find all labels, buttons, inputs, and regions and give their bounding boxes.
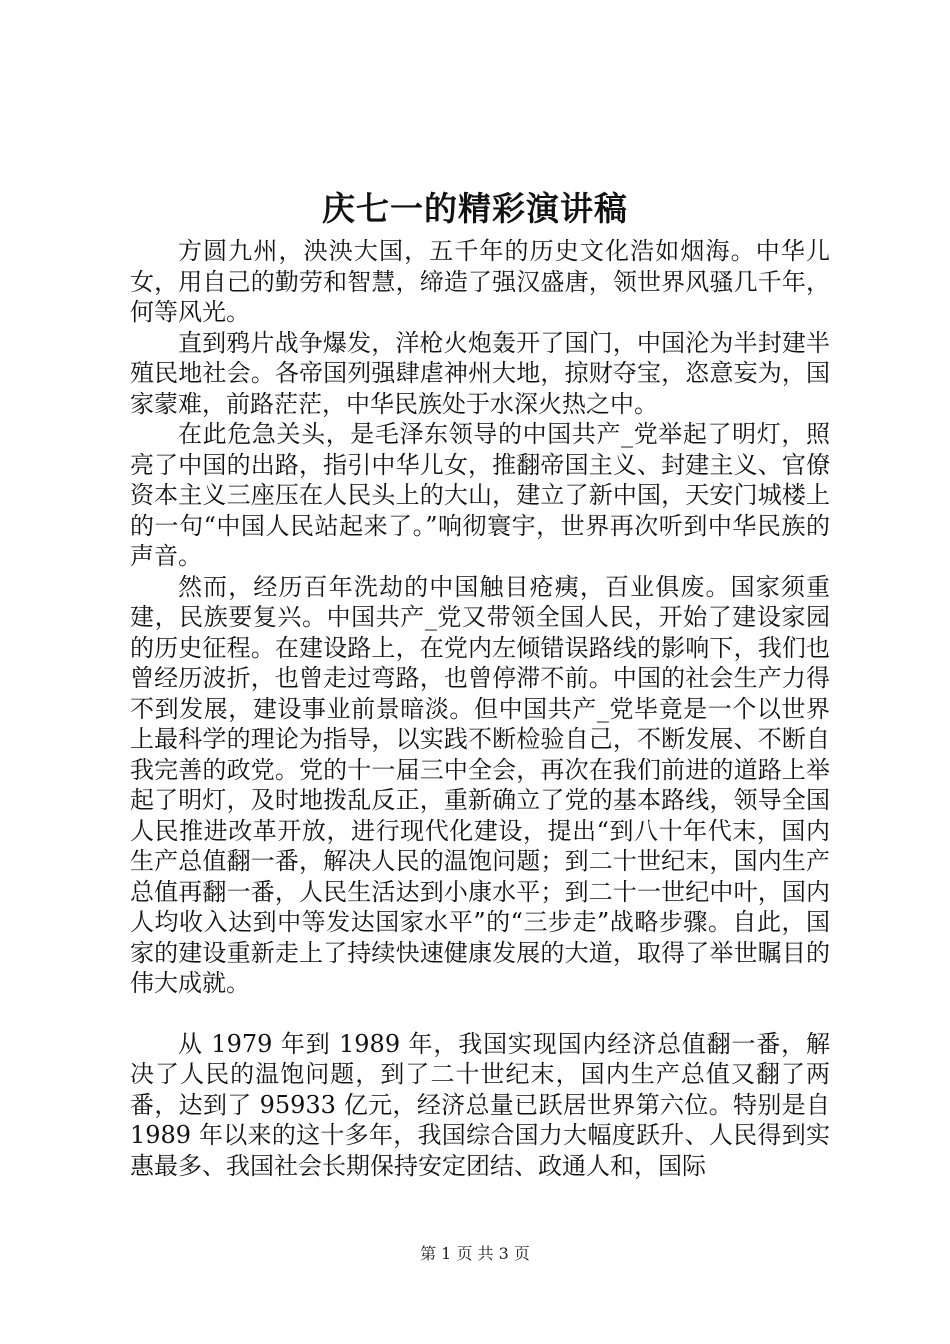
paragraph-2: 直到鸦片战争爆发，洋枪火炮轰开了国门，中国沦为半封建半殖民地社会。各帝国列强肆虐神州大地，掠财夺宝，恣意妄为，国家蒙难，前路茫茫，中华民族处于水深火热之中。 — [130, 328, 830, 418]
paragraph-5: 从 1979 年到 1989 年，我国实现国内经济总值翻一番，解决了人民的温饱问题，到了二十世纪末，国内生产总值又翻了两番，达到了 95933 亿元，经济总量已跃居世界第六位。特别是自 1989 年以来的这十多年，我国综合国力大幅度跃升、人民得到实惠最多、我国社会长期保持安定团结、政通人和，国际 — [130, 1029, 830, 1180]
document-body — [130, 236, 830, 1181]
document-title: 庆七一的精彩演讲稿 — [322, 189, 628, 228]
paragraph-4: 然而，经历百年洗劫的中国触目疮痍，百业俱废。国家须重建，民族要复兴。中国共产_党又带领全国人民，开始了建设家园的历史征程。在建设路上，在党内左倾错误路线的影响下，我们也曾经历波折，也曾走过弯路，也曾停滞不前。中国的社会生产力得不到发展，建设事业前景暗淡。但中国共产_党毕竟是一个以世界上最科学的理论为指导，以实践不断检验自己，不断发展、不断自我完善的政党。党的十一届三中全会，再次在我们前进的道路上举起了明灯，及时地拨乱反正，重新确立了党的基本路线，领导全国人民推进改革开放，进行现代化建设，提出“到八十年代末，国内生产总值翻一番，解决人民的温饱问题；到二十世纪末，国内生产总值再翻一番，人民生活达到小康水平；到二十一世纪中叶，国内人均收入达到中等发达国家水平”的“三步走”战略步骤。自此，国家的建设重新走上了持续快速健康发展的大道，取得了举世瞩目的伟大成就。 — [130, 572, 830, 997]
paragraph-3: 在此危急关头，是毛泽东领导的中国共产_党举起了明灯，照亮了中国的出路，指引中华儿女，推翻帝国主义、封建主义、官僚资本主义三座压在人民头上的大山，建立了新中国，天安门城楼上的一句“中国人民站起来了。”响彻寰宇，世界再次听到中华民族的声音。 — [130, 420, 830, 570]
paragraph-1: 方圆九州，泱泱大国，五千年的历史文化浩如烟海。中华儿女，用自己的勤劳和智慧，缔造了强汉盛唐，领世界风骚几千年，何等风光。 — [130, 237, 830, 326]
page-footer: 第 1 页 共 3 页 — [420, 1244, 530, 1263]
